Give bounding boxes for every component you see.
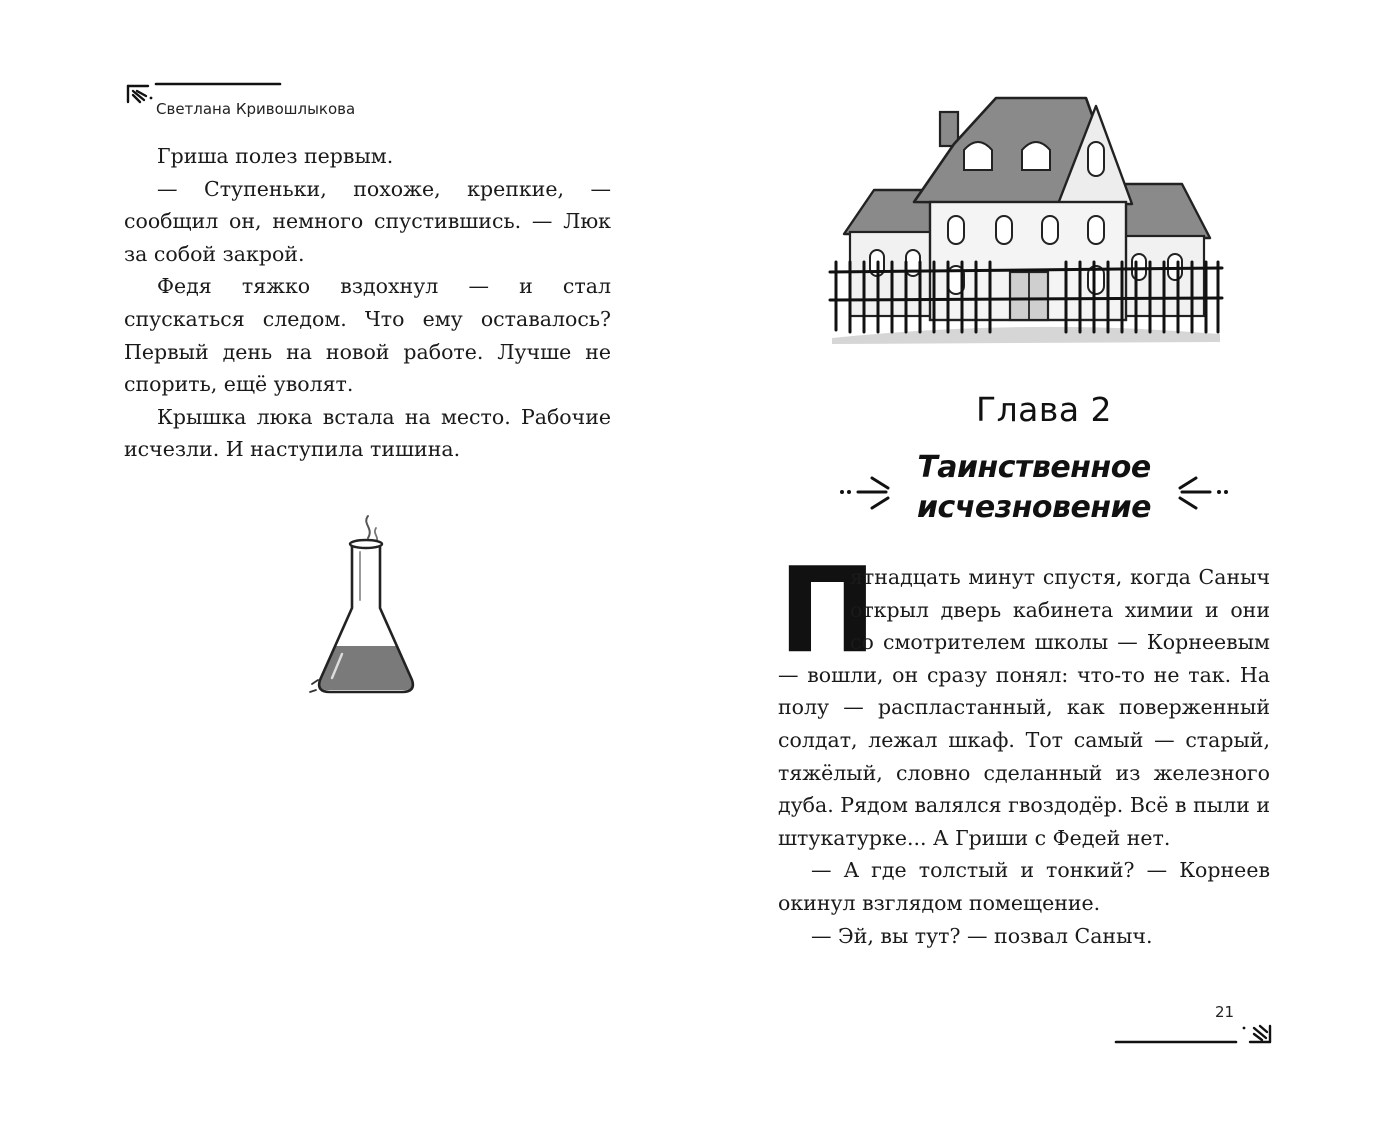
author-name: Светлана Кривошлыкова bbox=[156, 100, 356, 118]
chapter-title bbox=[896, 448, 1172, 528]
chapter-number: Глава 2 bbox=[975, 390, 1113, 429]
right-body-text bbox=[778, 541, 1270, 952]
chapter-title-line: Таинственное bbox=[917, 450, 1151, 485]
flask-illustration bbox=[308, 508, 420, 698]
paragraph: — Эй, вы тут? — позвал Саныч. bbox=[811, 923, 1153, 948]
paragraph: Гриша полез первым. bbox=[157, 144, 394, 168]
paragraph-text: ятнадцать минут спустя, когда Саныч открыл дверь кабинета химии и они со смотрителем школы — Корнеевым — вошли, он сразу понял: что-то не так. На полу — распластанный, как поверженный солдат, лежал шкаф. Тот самый — старый, тяжёлый, словно сделанный из железного дуба. Рядом валялся гвоздодёр. Всё в пыли и штукатурке... А Гриши с Федей нет. bbox=[778, 565, 1270, 850]
paragraph: — А где толстый и тонкий? — Корнеев окинул взглядом помещение. bbox=[778, 858, 1270, 915]
chapter-title-line: исчезновение bbox=[917, 490, 1151, 525]
paragraph: Федя тяжко вздохнул — и стал спускаться следом. Что ему оставалось? Первый день на новой работе. Лучше не спорить, ещё уволят. bbox=[124, 274, 611, 397]
footer-ornament-icon bbox=[1114, 1012, 1274, 1048]
drop-cap: П bbox=[778, 541, 877, 679]
paragraph: Крышка люка встала на место. Рабочие исчезли. И наступила тишина. bbox=[124, 404, 611, 462]
page-number: 21 bbox=[1215, 1003, 1235, 1021]
left-title-ornament-icon bbox=[836, 468, 896, 518]
paragraph: — Ступеньки, похоже, крепкие, — сообщил он, немного спустившись. — Люк за собой закрой. bbox=[124, 176, 611, 266]
paragraph bbox=[778, 541, 1270, 854]
house-illustration bbox=[826, 86, 1226, 346]
left-body-text bbox=[124, 140, 611, 466]
right-page bbox=[696, 0, 1392, 1125]
chapter-title-block bbox=[836, 448, 1232, 538]
running-header bbox=[124, 78, 364, 122]
right-title-ornament-icon bbox=[1172, 468, 1232, 518]
